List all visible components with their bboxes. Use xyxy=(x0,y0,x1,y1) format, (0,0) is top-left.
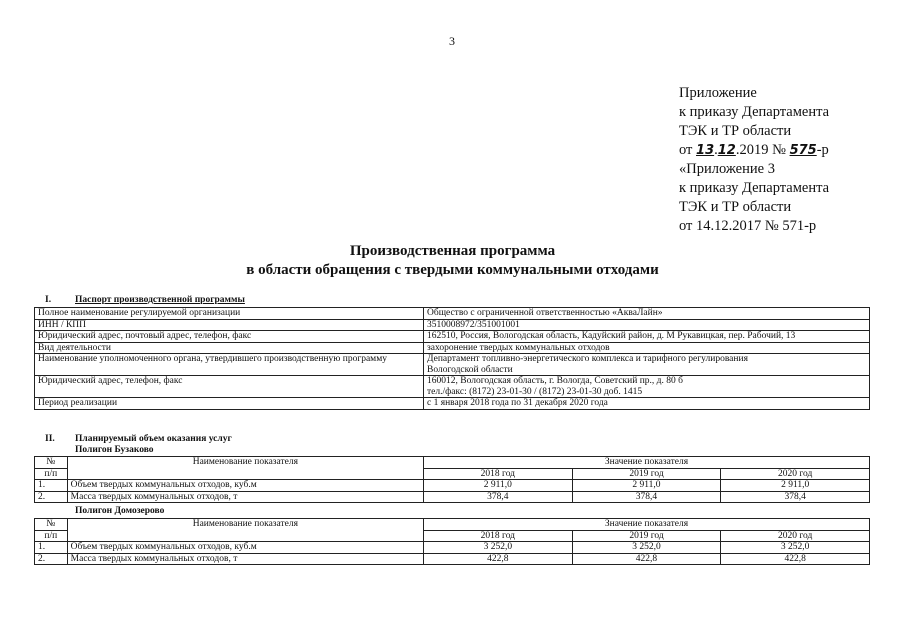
header-row xyxy=(35,457,870,469)
passport-value-line: Вологодской области xyxy=(427,364,513,375)
value-2020: 3 252,0 xyxy=(721,542,870,554)
section-number: I. xyxy=(45,295,52,305)
date-year: .2019 № xyxy=(735,142,790,158)
passport-key: Период реализации xyxy=(35,398,424,410)
header-name: Наименование показателя xyxy=(67,457,423,480)
handwritten-day: 13 xyxy=(696,143,715,158)
passport-key: Вид деятельности xyxy=(35,342,424,354)
table-row xyxy=(35,542,870,554)
passport-key: Юридический адрес, почтовый адрес, телефон, факс xyxy=(35,331,424,343)
handwritten-number: 575 xyxy=(789,143,817,158)
header-year: 2018 год xyxy=(424,468,573,480)
passport-row xyxy=(35,398,870,410)
appendix-line: к приказу Департамента xyxy=(679,104,830,120)
passport-table xyxy=(34,307,870,410)
passport-value xyxy=(424,319,870,331)
document-title: Производственная программа xyxy=(349,243,556,259)
row-name: Масса твердых коммунальных отходов, т xyxy=(67,553,423,565)
row-name: Масса твердых коммунальных отходов, т xyxy=(67,491,423,503)
header-year: 2019 год xyxy=(572,468,721,480)
passport-value xyxy=(424,342,870,354)
value-2019: 422,8 xyxy=(572,553,721,565)
section-number: II. xyxy=(45,434,55,444)
value-2018: 2 911,0 xyxy=(424,480,573,492)
section-title: Паспорт производственной программы xyxy=(75,295,245,305)
section-2-heading xyxy=(45,434,232,444)
handwritten-month: 12 xyxy=(717,143,736,158)
header-num: № xyxy=(35,457,68,469)
value-2020: 2 911,0 xyxy=(721,480,870,492)
header-num: № xyxy=(35,519,68,531)
header-value: Значение показателя xyxy=(424,457,870,469)
row-name: Объем твердых коммунальных отходов, куб.м xyxy=(67,480,423,492)
appendix-line: ТЭК и ТР области xyxy=(679,123,792,139)
section-title: Планируемый объем оказания услуг xyxy=(75,434,232,444)
appendix-date-line: от 13.12.2019 № 575-р xyxy=(679,142,829,158)
passport-value-line: 160012, Вологодская область, г. Вологда, Советский пр., д. 80 б xyxy=(427,376,683,386)
landfill-name: Полигон Бузаково xyxy=(75,445,154,455)
row-number: 1. xyxy=(35,480,68,492)
passport-row xyxy=(35,308,870,320)
row-name: Объем твердых коммунальных отходов, куб.м xyxy=(67,542,423,554)
landfill-name: Полигон Домозерово xyxy=(75,506,165,516)
section-1-heading xyxy=(45,295,245,305)
appendix-line: «Приложение 3 xyxy=(679,161,775,177)
header-value: Значение показателя xyxy=(424,519,870,531)
value-2019: 378,4 xyxy=(572,491,721,503)
passport-value xyxy=(424,308,870,320)
value-2018: 3 252,0 xyxy=(424,542,573,554)
row-number: 2. xyxy=(35,553,68,565)
row-number: 1. xyxy=(35,542,68,554)
volume-table-buzakovo xyxy=(34,456,870,503)
value-2019: 3 252,0 xyxy=(572,542,721,554)
document-subtitle: в области обращения с твердыми коммунальными отходами xyxy=(246,262,659,278)
value-2018: 422,8 xyxy=(424,553,573,565)
header-year: 2020 год xyxy=(721,530,870,542)
passport-row xyxy=(35,319,870,331)
value-2019: 2 911,0 xyxy=(572,480,721,492)
passport-key: Полное наименование регулируемой организации xyxy=(35,308,424,320)
page-number: 3 xyxy=(449,34,455,48)
header-year: 2020 год xyxy=(721,468,870,480)
table-row xyxy=(35,480,870,492)
appendix-line: Приложение xyxy=(679,85,757,101)
passport-value xyxy=(424,331,870,343)
passport-key: Наименование уполномоченного органа, утвердившего производственную программу xyxy=(35,354,424,376)
passport-value-line: 162510, Россия, Вологодская область, Кадуйский район, д. М Рукавицкая, пер. Рабочий, 13 xyxy=(427,331,796,341)
passport-row xyxy=(35,376,870,398)
header-name: Наименование показателя xyxy=(67,519,423,542)
passport-value-line: с 1 января 2018 года по 31 декабря 2020 года xyxy=(427,398,608,408)
table-row xyxy=(35,491,870,503)
passport-value-line: тел./факс: (8172) 23-01-30 / (8172) 23-01-30 доб. 1415 xyxy=(427,386,643,397)
passport-value xyxy=(424,354,870,376)
header-row xyxy=(35,519,870,531)
header-num: п/п xyxy=(35,468,68,480)
header-num: п/п xyxy=(35,530,68,542)
header-year: 2019 год xyxy=(572,530,721,542)
passport-row xyxy=(35,354,870,376)
row-number: 2. xyxy=(35,491,68,503)
table-row xyxy=(35,553,870,565)
passport-value-line: захоронение твердых коммунальных отходов xyxy=(427,342,610,353)
header-year: 2018 год xyxy=(424,530,573,542)
date-prefix: от xyxy=(679,142,697,158)
passport-value xyxy=(424,398,870,410)
appendix-line: ТЭК и ТР области xyxy=(679,199,792,215)
passport-key: Юридический адрес, телефон, факс xyxy=(35,376,424,398)
appendix-block xyxy=(679,84,829,236)
passport-row xyxy=(35,342,870,354)
passport-value-line: Департамент топливно-энергетического комплекса и тарифного регулирования xyxy=(427,354,748,364)
passport-value xyxy=(424,376,870,398)
value-2020: 378,4 xyxy=(721,491,870,503)
passport-value-line: 3510008972/351001001 xyxy=(427,319,520,330)
passport-key: ИНН / КПП xyxy=(35,319,424,331)
volume-table-domozerovo xyxy=(34,518,870,565)
passport-row xyxy=(35,331,870,343)
appendix-line: к приказу Департамента xyxy=(679,180,830,196)
date-suffix: -р xyxy=(816,142,829,158)
value-2018: 378,4 xyxy=(424,491,573,503)
value-2020: 422,8 xyxy=(721,553,870,565)
appendix-line: от 14.12.2017 № 571-р xyxy=(679,218,817,234)
passport-value-line: Общество с ограниченной ответственностью «АкваЛайн» xyxy=(427,308,663,318)
